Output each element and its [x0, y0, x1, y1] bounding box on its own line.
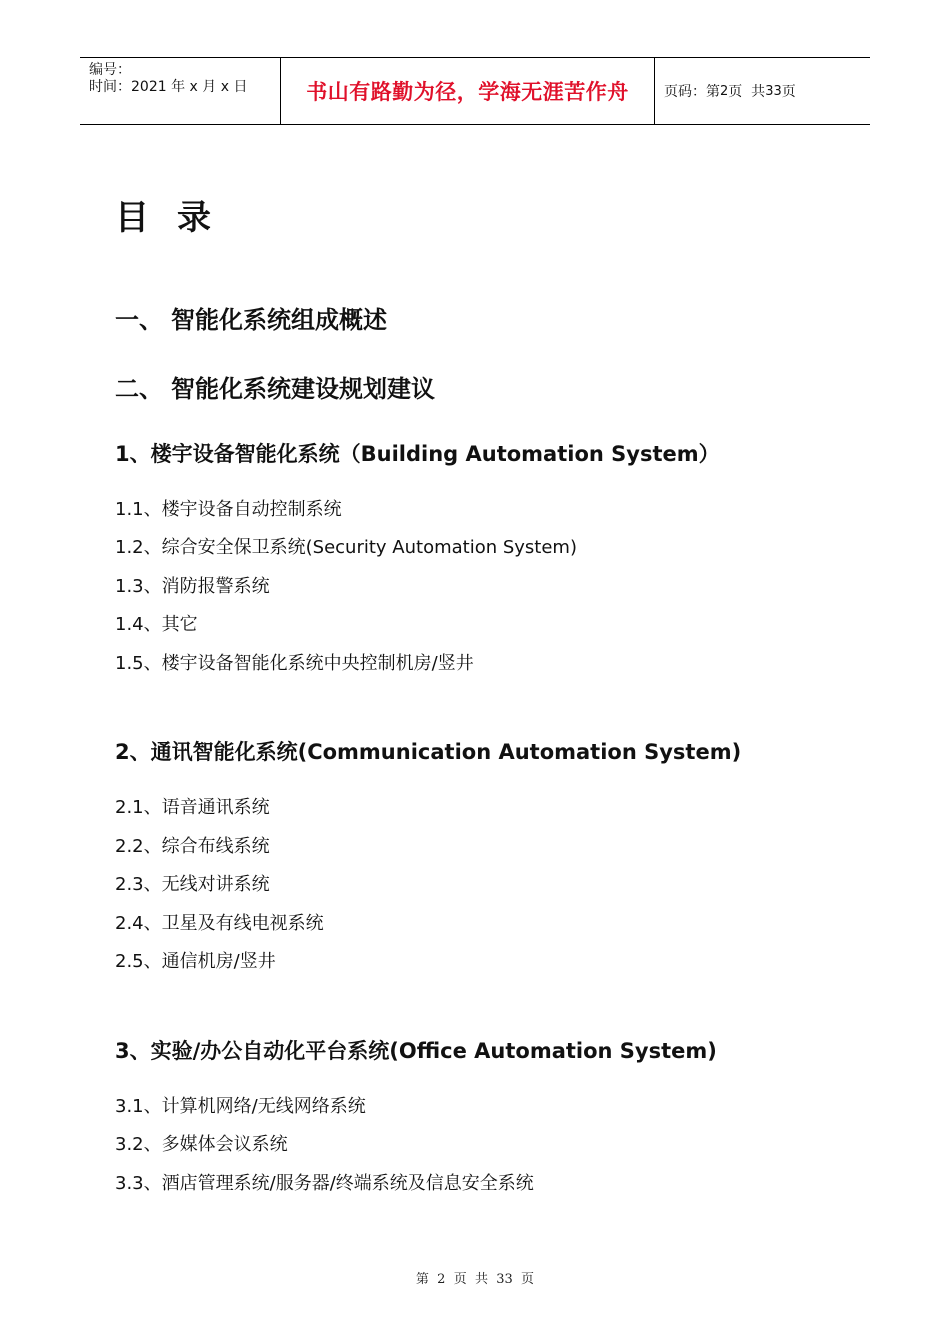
toc-item[interactable]: 1.5、楼宇设备智能化系统中央控制机房/竖井 [115, 653, 474, 674]
toc-item[interactable]: 2.2、综合布线系统 [115, 836, 270, 857]
header-info-cell [80, 58, 281, 124]
toc-section-number: 二、 [115, 375, 163, 403]
header-page-info [655, 58, 870, 124]
page-footer: 第 2 页 共 33 页 [415, 1272, 535, 1287]
toc-section-number: 一、 [115, 306, 163, 334]
page-current: 2 [720, 83, 729, 99]
header-motto: 书山有路勤为径，学海无涯苦作舟 [281, 58, 655, 124]
toc-item[interactable]: 2.5、通信机房/竖井 [115, 951, 276, 972]
toc-item[interactable]: 3.3、酒店管理系统/服务器/终端系统及信息安全系统 [115, 1173, 534, 1194]
date-label: 时间：2021 年 x 月 x 日 [89, 79, 248, 95]
toc-item[interactable]: 1.4、其它 [115, 614, 198, 635]
toc-section-title: 智能化系统组成概述 [171, 306, 387, 334]
page-header [80, 57, 870, 125]
toc-title-char-1: 目 [115, 198, 149, 238]
toc-subsection-heading[interactable]: 2、通讯智能化系统(Communication Automation System) [115, 740, 742, 764]
toc-item[interactable]: 1.2、综合安全保卫系统(Security Automation System) [115, 537, 577, 558]
toc-item[interactable]: 2.1、语音通讯系统 [115, 797, 270, 818]
serial-number-label: 编号： [89, 62, 131, 78]
toc-section[interactable] [115, 300, 387, 335]
toc-section-title: 智能化系统建设规划建议 [171, 375, 435, 403]
toc-subsection-heading[interactable]: 1、楼宇设备智能化系统（Building Automation System） [115, 442, 720, 466]
toc-subsection-heading[interactable]: 3、实验/办公自动化平台系统(Office Automation System) [115, 1039, 717, 1063]
toc-title-char-2: 录 [177, 198, 211, 238]
page-prefix: 页码：第 [664, 84, 720, 100]
toc-item[interactable]: 2.4、卫星及有线电视系统 [115, 913, 324, 934]
toc-item[interactable]: 1.1、楼宇设备自动控制系统 [115, 499, 342, 520]
toc-item[interactable]: 2.3、无线对讲系统 [115, 874, 270, 895]
toc-item[interactable]: 3.1、计算机网络/无线网络系统 [115, 1096, 366, 1117]
toc-title [115, 190, 211, 239]
page-total: 33 [765, 83, 782, 99]
toc-item[interactable]: 1.3、消防报警系统 [115, 576, 270, 597]
toc-section[interactable] [115, 369, 435, 404]
page-suffix: 页 [781, 84, 796, 100]
page-mid: 页 共 [728, 84, 766, 100]
toc-item[interactable]: 3.2、多媒体会议系统 [115, 1134, 288, 1155]
